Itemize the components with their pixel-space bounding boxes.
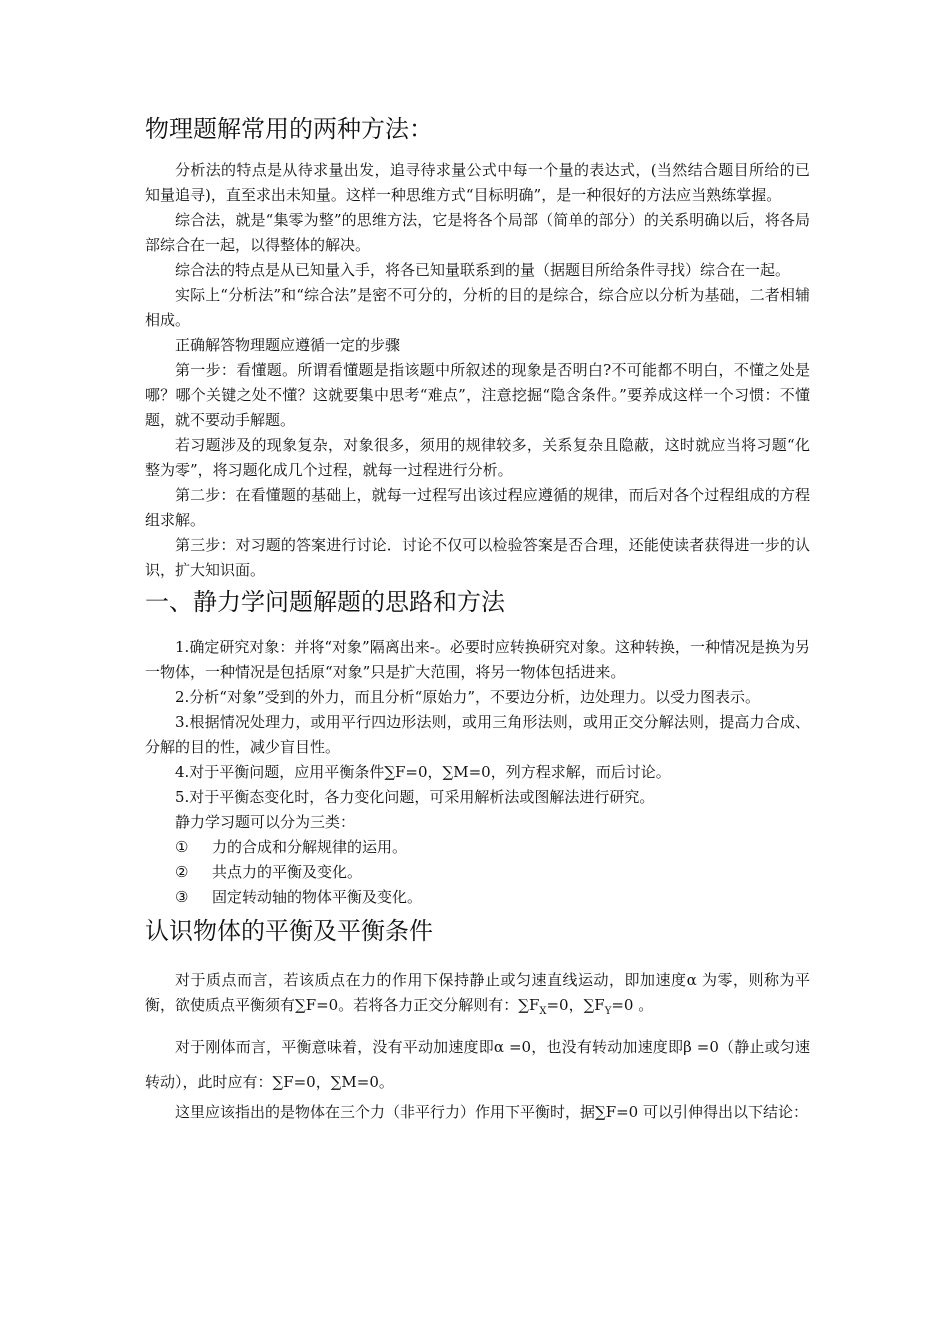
list-item xyxy=(145,885,810,910)
text-run: =0，也没有转动加速度即 xyxy=(504,1038,684,1056)
list-text: 固定转动轴的物体平衡及变化。 xyxy=(212,888,423,906)
document-page xyxy=(145,112,810,1125)
statics-paragraph: 4.对于平衡问题，应用平衡条件∑F=0，∑M=0，列方程求解，而后讨论。 xyxy=(175,763,671,781)
equilibrium-paragraph-2 xyxy=(145,1030,810,1100)
subscript-y: Y xyxy=(604,1006,612,1017)
text-run: 为零，则称为平衡，欲使质点平衡须有∑F=0。若将各力正交分解则有：∑F xyxy=(145,971,810,1014)
intro-title: 物理题解常用的两种方法： xyxy=(145,115,433,143)
alpha-symbol: α xyxy=(686,971,697,989)
text-run: 对于刚体而言，平衡意味着，没有平动加速度即 xyxy=(175,1038,494,1056)
equilibrium-paragraph-1 xyxy=(145,968,810,1024)
list-number: ① xyxy=(175,838,189,856)
text-run: =0 。 xyxy=(611,996,654,1014)
intro-paragraph: 第一步：看懂题。所谓看懂题是指该题中所叙述的现象是否明白?不可能都不明白，不懂之处是哪？哪个关键之处不懂？这就要集中思考“难点”，注意挖掘“隐含条件。”要养成这样一个习惯：不懂题，就不要动手解题。 xyxy=(145,361,810,429)
alpha-symbol: α xyxy=(493,1038,505,1056)
beta-symbol: β xyxy=(683,1038,692,1056)
equilibrium-title: 认识物体的平衡及平衡条件 xyxy=(145,917,433,945)
statics-title: 一、静力学问题解题的思路和方法 xyxy=(145,588,505,616)
subscript-x: X xyxy=(539,1006,547,1017)
list-item xyxy=(145,835,810,860)
intro-paragraph: 分析法的特点是从待求量出发，追寻待求量公式中每一个量的表达式，(当然结合题目所给的已知量追寻)，直至求出未知量。这样一种思维方式“目标明确”，是一种很好的方法应当熟练掌握。 xyxy=(145,161,810,204)
intro-paragraph: 实际上“分析法”和“综合法”是密不可分的，分析的目的是综合，综合应以分析为基础，二者相辅相成。 xyxy=(145,286,810,329)
intro-paragraph: 正确解答物理题应遵循一定的步骤 xyxy=(175,336,401,354)
list-number: ③ xyxy=(175,888,189,906)
intro-paragraph: 综合法的特点是从已知量入手，将各已知量联系到的量（据题目所给条件寻找）综合在一起。 xyxy=(175,261,791,279)
statics-paragraph: 3.根据情况处理力，或用平行四边形法则，或用三角形法则，或用正交分解法则，提高力合成、分解的目的性，减少盲目性。 xyxy=(145,713,810,756)
equilibrium-paragraph-3: 这里应该指出的是物体在三个力（非平行力）作用下平衡时，据∑F=0 可以引伸得出以下结论： xyxy=(175,1103,808,1121)
intro-paragraph: 第三步：对习题的答案进行讨论．讨论不仅可以检验答案是否合理，还能使读者获得进一步的认识，扩大知识面。 xyxy=(145,536,810,579)
intro-paragraph: 第二步：在看懂题的基础上，就每一过程写出该过程应遵循的规律，而后对各个过程组成的方程组求解。 xyxy=(145,486,810,529)
list-text: 力的合成和分解规律的运用。 xyxy=(212,838,408,856)
statics-paragraph: 2.分析“对象”受到的外力，而且分析“原始力”，不要边分析，边处理力。以受力图表示。 xyxy=(175,688,760,706)
intro-paragraph: 若习题涉及的现象复杂，对象很多，须用的规律较多，关系复杂且隐蔽，这时就应当将习题“化整为零”，将习题化成几个过程，就每一过程进行分析。 xyxy=(145,436,810,479)
intro-paragraph: 综合法，就是“集零为整”的思维方法，它是将各个局部（简单的部分）的关系明确以后，将各局部综合在一起，以得整体的解决。 xyxy=(145,211,810,254)
statics-paragraph: 静力学习题可以分为三类： xyxy=(175,813,356,831)
text-run: =0（静止或匀速转动），此时应有：∑F=0，∑M=0。 xyxy=(145,1038,810,1091)
statics-paragraph: 5.对于平衡态变化时，各力变化问题，可采用解析法或图解法进行研究。 xyxy=(175,788,655,806)
text-run: 对于质点而言，若该质点在力的作用下保持静止或匀速直线运动，即加速度 xyxy=(175,971,687,989)
list-item xyxy=(145,860,810,885)
list-text: 共点力的平衡及变化。 xyxy=(212,863,363,881)
list-number: ② xyxy=(175,863,189,881)
statics-paragraph: 1.确定研究对象：并将“对象”隔离出来-。必要时应转换研究对象。这种转换，一种情况是换为另一物体，一种情况是包括原“对象”只是扩大范围，将另一物体包括进来。 xyxy=(145,638,810,681)
text-run: =0，∑F xyxy=(546,996,605,1014)
